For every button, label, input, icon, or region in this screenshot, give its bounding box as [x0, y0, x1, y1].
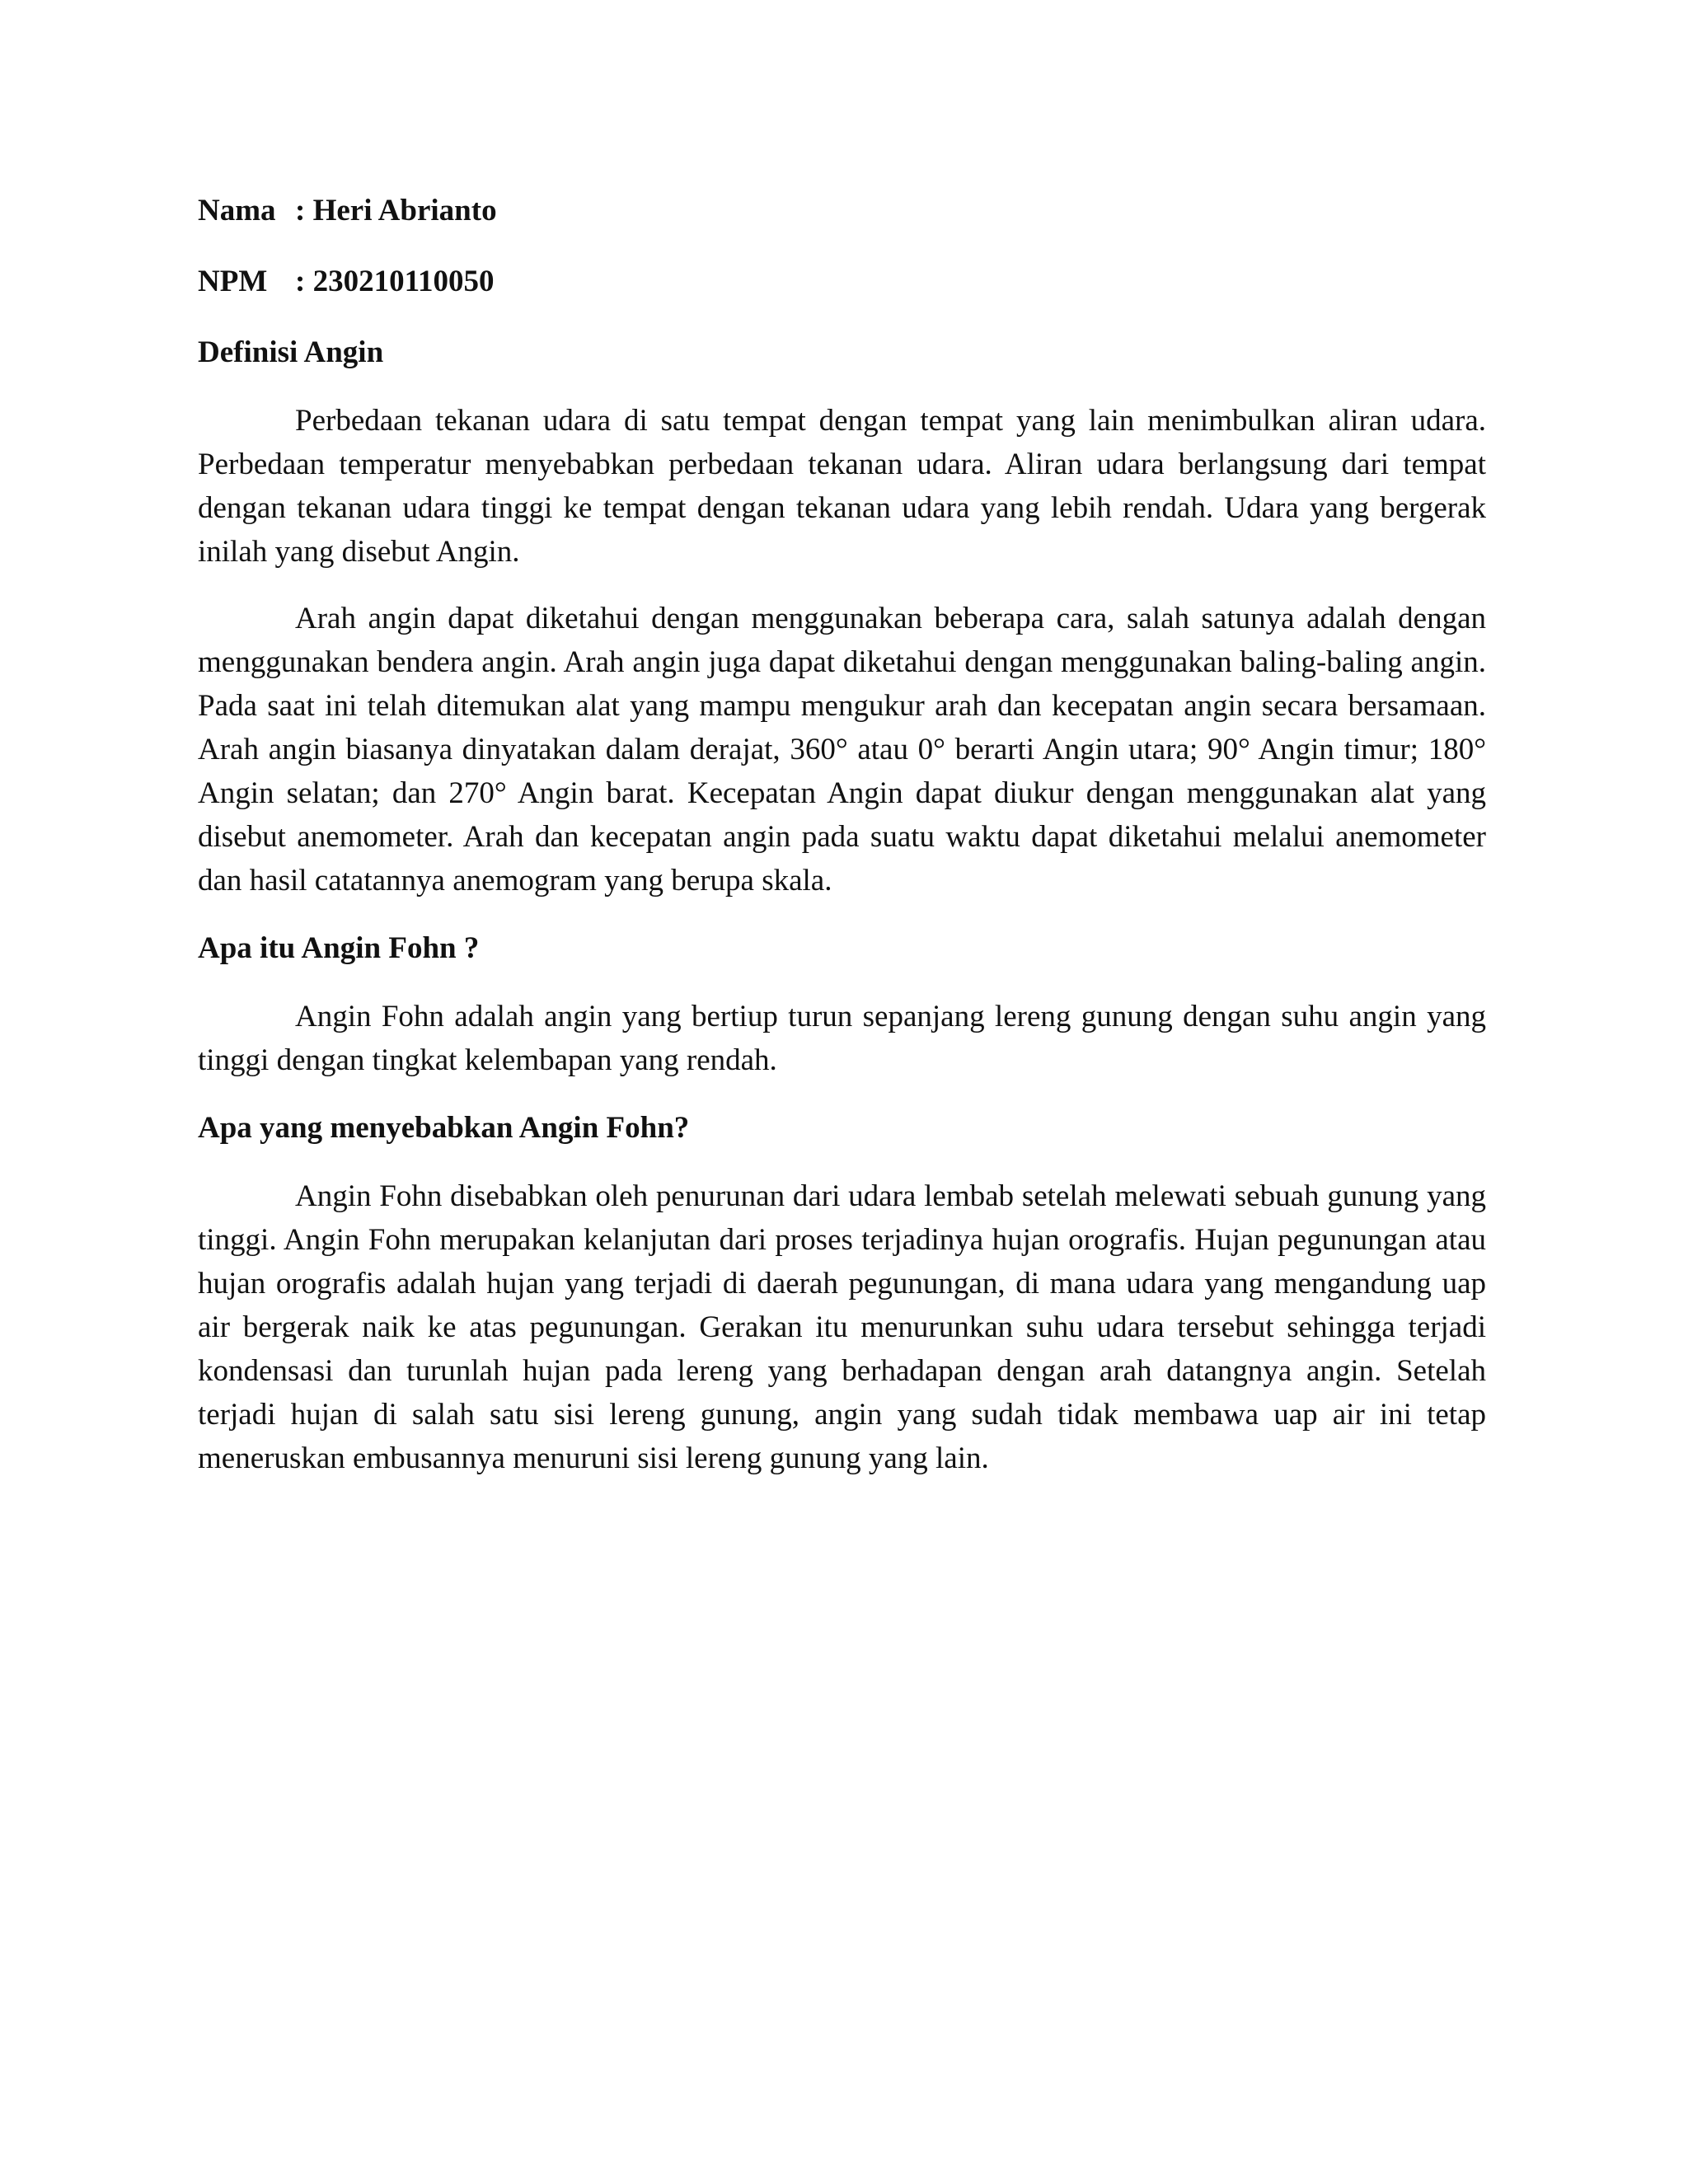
paragraph-definisi-1: Perbedaan tekanan udara di satu tempat dengan tempat yang lain menimbulkan aliran udara. Perbedaan temperatur menyebabkan perbedaan tekanan udara. Aliran udara berlangsung dari tempat dengan tekanan udara tinggi ke tempat dengan tekanan udara yang lebih rendah. Udara yang bergerak inilah yang disebut Angin.	[198, 404, 1486, 569]
paragraph-definisi-2: Arah angin dapat diketahui dengan menggunakan beberapa cara, salah satunya adalah dengan menggunakan bendera angin. Arah angin juga dapat diketahui dengan menggunakan baling-baling angin. Pada saat ini telah ditemukan alat yang mampu mengukur arah dan kecepatan angin secara bersamaan. Arah angin biasanya dinyatakan dalam derajat, 360° atau 0° berarti Angin utara; 90° Angin timur; 180° Angin selatan; dan 270° Angin barat. Kecepatan Angin dapat diukur dengan menggunakan alat yang disebut anemometer. Arah dan kecepatan angin pada suatu waktu dapat diketahui melalui anemometer dan hasil catatannya anemogram yang berupa skala.	[198, 602, 1486, 898]
npm-label: NPM	[198, 265, 268, 298]
student-npm-line	[198, 259, 1486, 305]
paragraph-penyebab-fohn: Angin Fohn disebabkan oleh penurunan dari udara lembab setelah melewati sebuah gunung yang tinggi. Angin Fohn merupakan kelanjutan dari proses terjadinya hujan orografis. Hujan pegunungan atau hujan orografis adalah hujan yang terjadi di daerah pegunungan, di mana udara yang mengandung uap air bergerak naik ke atas pegunungan. Gerakan itu menurunkan suhu udara tersebut sehingga terjadi kondensasi dan turunlah hujan pada lereng yang berhadapan dengan arah datangnya angin. Setelah terjadi hujan di salah satu sisi lereng gunung, angin yang sudah tidak membawa uap air ini tetap meneruskan embusannya menuruni sisi lereng gunung yang lain.	[198, 1179, 1486, 1475]
section-heading-penyebab-angin-fohn: Apa yang menyebabkan Angin Fohn?	[198, 1111, 690, 1145]
section-heading-definisi-angin: Definisi Angin	[198, 335, 384, 369]
paragraph-apa-itu-fohn: Angin Fohn adalah angin yang bertiup turun sepanjang lereng gunung dengan suhu angin yang tinggi dengan tingkat kelembapan yang rendah.	[198, 1000, 1486, 1077]
npm-value: : 230210110050	[295, 265, 495, 298]
name-label: Nama	[198, 194, 276, 227]
section-heading-apa-itu-angin-fohn: Apa itu Angin Fohn ?	[198, 931, 480, 965]
student-name-line	[198, 188, 1486, 234]
name-value: : Heri Abrianto	[295, 194, 497, 227]
document-page	[198, 188, 1486, 1503]
